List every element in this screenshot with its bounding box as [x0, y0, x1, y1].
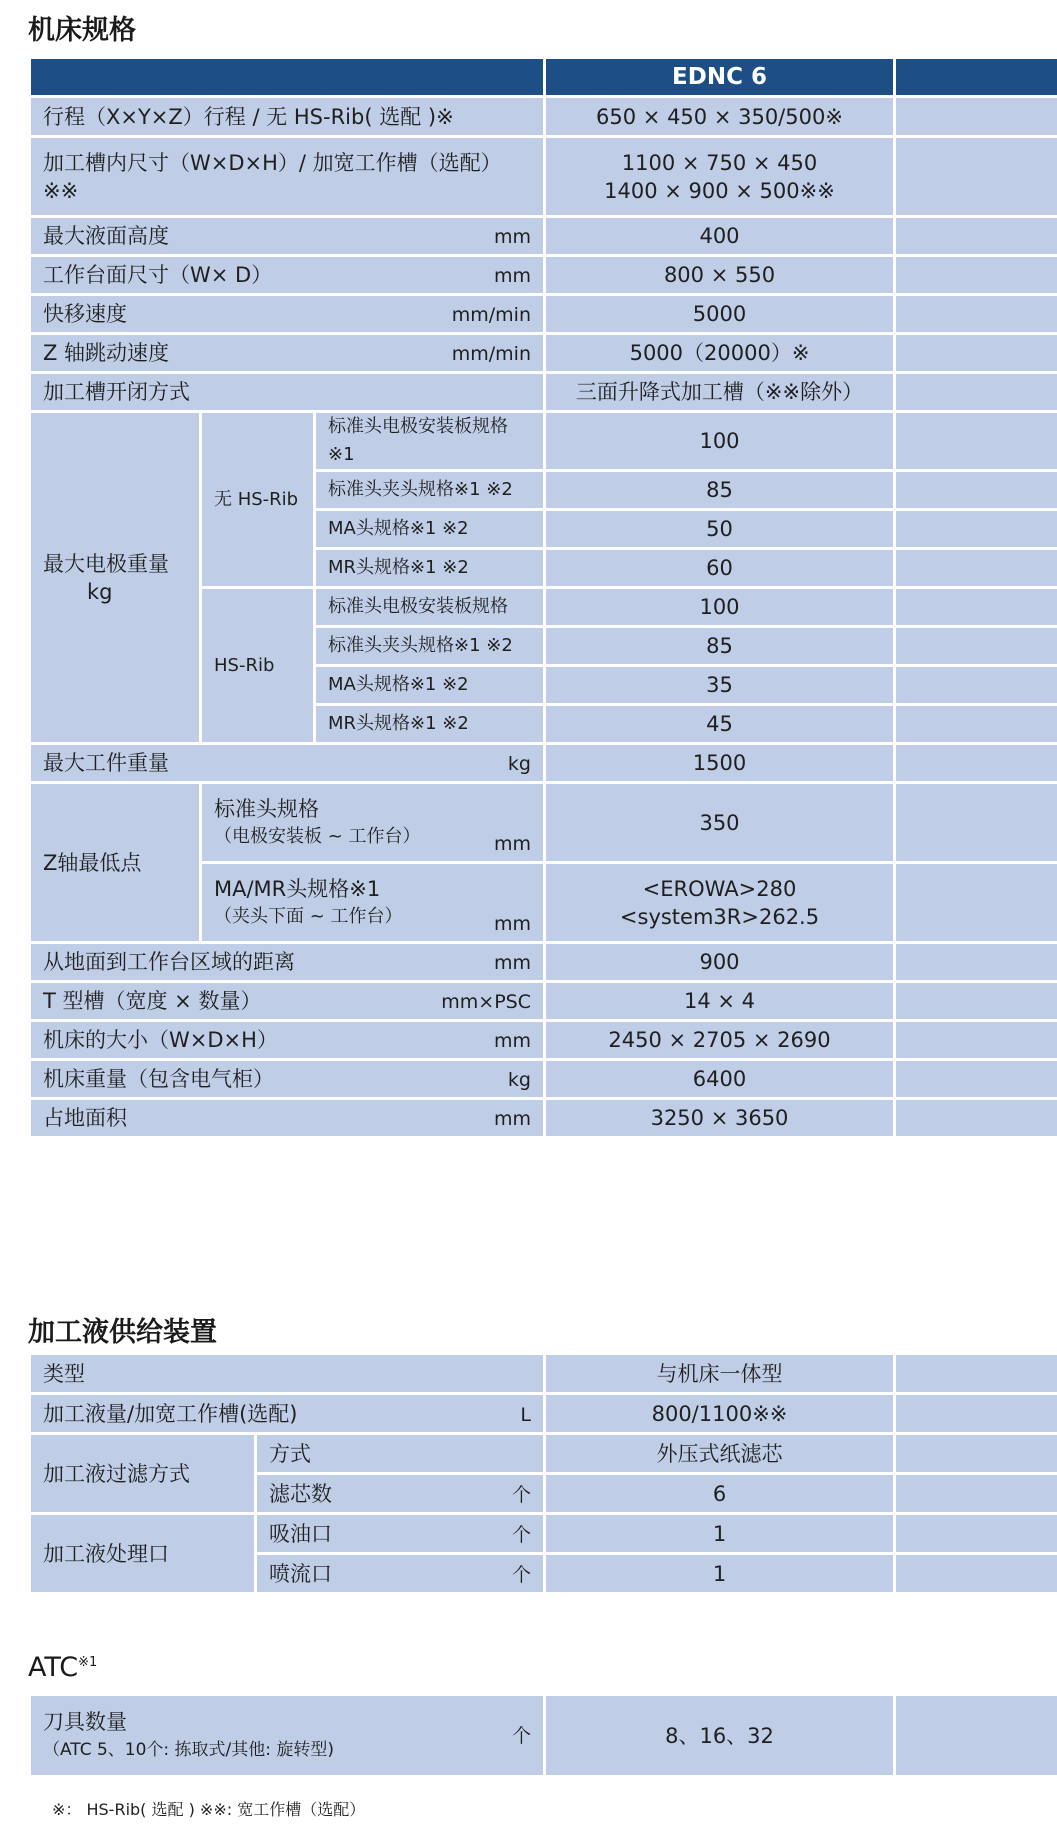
electrode-group-no-hsrib: 无 HS-Rib	[201, 412, 315, 588]
z-low-std-value: 350	[545, 783, 895, 863]
tank-open-value: 三面升降式加工槽（※※除外）	[545, 373, 895, 412]
filter-count-label: 滤芯数 个	[256, 1474, 545, 1514]
spray-unit: 个	[511, 1564, 531, 1586]
z-jump-unit: mm/min	[451, 343, 531, 365]
workpiece-value: 1500	[545, 744, 895, 783]
filter-method-value: 外压式纸滤芯	[545, 1434, 895, 1474]
electrode-row: 标准头夹头规格※1 ※2	[315, 627, 545, 666]
weight-value: 6400	[545, 1060, 895, 1099]
electrode-row: MA头规格※1 ※2	[315, 510, 545, 549]
atc-label: 刀具数量 （ATC 5、10个: 拣取式/其他: 旋转型) 个	[30, 1695, 545, 1777]
tank-value-2: 1400 × 900 × 500※※	[604, 178, 835, 203]
tank-value	[545, 137, 895, 217]
port-label: 加工液处理口	[30, 1514, 256, 1594]
area-label: 占地面积 mm	[30, 1099, 545, 1138]
suction-unit: 个	[511, 1524, 531, 1546]
footnote: ※： HS-Rib( 选配 ) ※※: 宽工作槽（选配）	[52, 1800, 366, 1819]
rapid-label: 快移速度 mm/min	[30, 295, 545, 334]
electrode-unit: kg	[87, 579, 113, 604]
z-jump-label: Z 轴跳动速度 mm/min	[30, 334, 545, 373]
fluid-amount-label: 加工液量/加宽工作槽(选配) L	[30, 1394, 545, 1434]
liquid-height-unit: mm	[493, 226, 531, 248]
tslot-label: T 型槽（宽度 × 数量） mm×PSC	[30, 982, 545, 1021]
atc-note: ※1	[78, 1655, 98, 1670]
rapid-value: 5000	[545, 295, 895, 334]
electrode-value: 100	[545, 588, 895, 627]
atc-sub: （ATC 5、10个: 拣取式/其他: 旋转型)	[43, 1739, 335, 1760]
z-low-std-unit: mm	[493, 833, 531, 855]
filter-count-value: 6	[545, 1474, 895, 1514]
fluid-type-label: 类型	[30, 1354, 545, 1394]
z-low-label: Z轴最低点	[30, 783, 201, 943]
electrode-value: 100	[545, 412, 895, 471]
fluid-amount-unit: L	[520, 1404, 531, 1426]
filter-method-label: 方式	[256, 1434, 545, 1474]
electrode-row: 标准头夹头规格※1 ※2	[315, 471, 545, 510]
tslot-unit: mm×PSC	[441, 991, 531, 1013]
workpiece-unit: kg	[507, 753, 531, 775]
electrode-value: 35	[545, 666, 895, 705]
electrode-value: 50	[545, 510, 895, 549]
tslot-value: 14 × 4	[545, 982, 895, 1021]
area-unit: mm	[493, 1108, 531, 1130]
liquid-height-value: 400	[545, 217, 895, 256]
z-low-ma-unit: mm	[493, 913, 531, 935]
tank-open-label: 加工槽开闭方式	[30, 373, 545, 412]
tank-value-1: 1100 × 750 × 450	[621, 150, 818, 175]
table-size-unit: mm	[493, 265, 531, 287]
model-header: EDNC 6	[545, 58, 895, 97]
electrode-row: MA头规格※1 ※2	[315, 666, 545, 705]
electrode-row: MR头规格※1 ※2	[315, 705, 545, 744]
fluid-section-title: 加工液供给装置	[28, 1317, 217, 1348]
workpiece-label: 最大工件重量 kg	[30, 744, 545, 783]
size-unit: mm	[493, 1030, 531, 1052]
suction-value: 1	[545, 1514, 895, 1554]
travel-value: 650 × 450 × 350/500※	[545, 97, 895, 137]
header-blank	[30, 58, 545, 97]
suction-label: 吸油口 个	[256, 1514, 545, 1554]
table-size-label: 工作台面尺寸（W× D） mm	[30, 256, 545, 295]
spray-value: 1	[545, 1554, 895, 1594]
weight-unit: kg	[507, 1069, 531, 1091]
spray-label: 喷流口 个	[256, 1554, 545, 1594]
floor-unit: mm	[493, 952, 531, 974]
table-size-value: 800 × 550	[545, 256, 895, 295]
z-jump-value: 5000（20000）※	[545, 334, 895, 373]
area-value: 3250 × 3650	[545, 1099, 895, 1138]
spec-table	[28, 56, 1057, 1139]
electrode-value: 85	[545, 471, 895, 510]
electrode-row: 标准头电极安装板规格	[315, 588, 545, 627]
z-low-ma-value: <EROWA>280 <system3R>262.5	[545, 863, 895, 943]
electrode-label: 最大电极重量 kg	[30, 412, 201, 744]
fluid-type-value: 与机床一体型	[545, 1354, 895, 1394]
floor-label: 从地面到工作台区域的距离 mm	[30, 943, 545, 982]
z-low-std-sub: （电极安装板 ~ 工作台）	[214, 825, 421, 847]
atc-unit: 个	[511, 1725, 531, 1747]
size-label: 机床的大小（W×D×H） mm	[30, 1021, 545, 1060]
tank-label: 加工槽内尺寸（W×D×H）/ 加宽工作槽（选配）※※	[30, 137, 545, 217]
z-low-std: 标准头规格 （电极安装板 ~ 工作台） mm	[201, 783, 545, 863]
liquid-height-label: 最大液面高度 mm	[30, 217, 545, 256]
electrode-row: 标准头电极安装板规格※1	[315, 412, 545, 471]
electrode-value: 60	[545, 549, 895, 588]
floor-value: 900	[545, 943, 895, 982]
travel-label: 行程（X×Y×Z）行程 / 无 HS-Rib( 选配 )※	[30, 97, 545, 137]
z-low-ma: MA/MR头规格※1 （夹头下面 ~ 工作台） mm	[201, 863, 545, 943]
electrode-group-hsrib: HS-Rib	[201, 588, 315, 744]
rapid-unit: mm/min	[451, 304, 531, 326]
atc-table	[28, 1693, 1057, 1778]
filter-label: 加工液过滤方式	[30, 1434, 256, 1514]
electrode-value: 85	[545, 627, 895, 666]
atc-value: 8、16、32	[545, 1695, 895, 1777]
atc-section-title: ATC$^{※1}$	[28, 1652, 98, 1683]
electrode-row: MR头规格※1 ※2	[315, 549, 545, 588]
spec-section-title: 机床规格	[28, 15, 136, 46]
electrode-value: 45	[545, 705, 895, 744]
filter-count-unit: 个	[511, 1484, 531, 1506]
size-value: 2450 × 2705 × 2690	[545, 1021, 895, 1060]
weight-label: 机床重量（包含电气柜） kg	[30, 1060, 545, 1099]
z-low-ma-sub: （夹头下面 ~ 工作台）	[214, 905, 403, 927]
fluid-amount-value: 800/1100※※	[545, 1394, 895, 1434]
fluid-table	[28, 1352, 1057, 1595]
